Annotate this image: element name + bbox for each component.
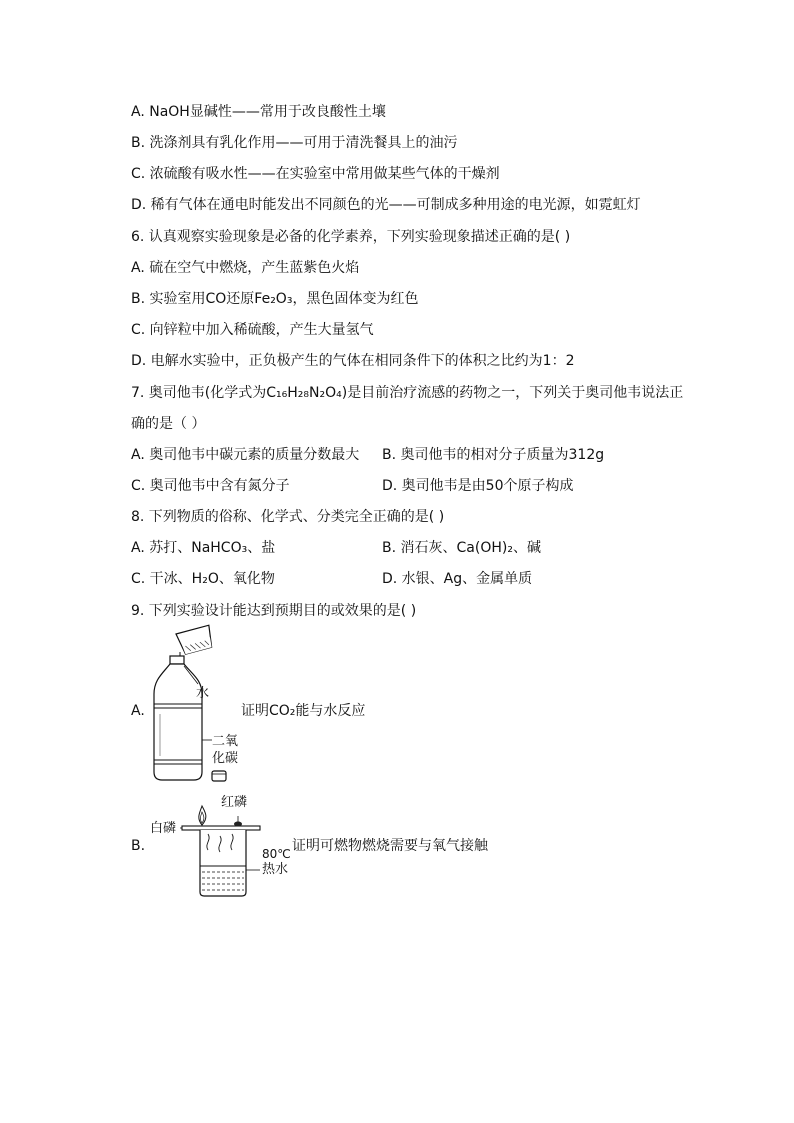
q8-option-b: B. 消石灰、Ca(OH)₂、碱 <box>382 540 541 556</box>
q7-stem-line1: 7. 奥司他韦(化学式为C₁₆H₂₈N₂O₄)是目前治疗流感的药物之一，下列关于奥司他韦说法正 <box>131 385 684 401</box>
q8-option-a: A. 苏打、NaHCO₃、盐 <box>131 540 276 556</box>
q5-option-d: D. 稀有气体在通电时能发出不同颜色的光——可制成多种用途的电光源，如霓虹灯 <box>131 197 641 213</box>
q9-option-b-letter: B. <box>131 838 146 854</box>
q5-option-a: A. NaOH显碱性——常用于改良酸性土壤 <box>131 104 386 120</box>
label-hot-water: 热水 <box>262 862 289 877</box>
q9-option-a-letter: A. <box>131 703 145 719</box>
q8-option-c: C. 干冰、H₂O、氧化物 <box>131 571 275 587</box>
q5-option-c: C. 浓硫酸有吸水性——在实验室中常用做某些气体的干燥剂 <box>131 166 500 182</box>
q6-option-a: A. 硫在空气中燃烧，产生蓝紫色火焰 <box>131 260 360 276</box>
label-water: 水 <box>196 686 210 701</box>
q8-option-d: D. 水银、Ag、金属单质 <box>382 571 533 587</box>
label-co2-line2: 化碳 <box>212 751 239 766</box>
q8-stem: 8. 下列物质的俗称、化学式、分类完全正确的是( ) <box>131 509 445 525</box>
q7-option-b: B. 奥司他韦的相对分子质量为312g <box>382 447 605 463</box>
q9-option-b-caption: 证明可燃物燃烧需要与氧气接触 <box>292 838 488 854</box>
label-temperature: 80℃ <box>262 847 291 861</box>
q7-option-c: C. 奥司他韦中含有氮分子 <box>131 478 290 494</box>
q7-stem-line2: 确的是（ ） <box>131 416 206 432</box>
q5-option-b: B. 洗涤剂具有乳化作用——可用于清洗餐具上的油污 <box>131 135 458 151</box>
q9-option-a-caption: 证明CO₂能与水反应 <box>241 703 366 719</box>
label-white-phosphorus: 白磷 <box>150 821 177 836</box>
q9-stem: 9. 下列实验设计能达到预期目的或效果的是( ) <box>131 603 417 619</box>
label-co2-line1: 二氧 <box>212 734 239 749</box>
q6-option-d: D. 电解水实验中，正负极产生的气体在相同条件下的体积之比约为1：2 <box>131 353 575 369</box>
label-red-phosphorus: 红磷 <box>221 795 248 810</box>
q6-option-c: C. 向锌粒中加入稀硫酸，产生大量氢气 <box>131 322 374 338</box>
q6-option-b: B. 实验室用CO还原Fe₂O₃，黑色固体变为红色 <box>131 291 419 307</box>
q7-option-d: D. 奥司他韦是由50个原子构成 <box>382 478 574 494</box>
q7-option-a: A. 奥司他韦中碳元素的质量分数最大 <box>131 447 360 463</box>
q6-stem: 6. 认真观察实验现象是必备的化学素养，下列实验现象描述正确的是( ) <box>131 229 571 245</box>
